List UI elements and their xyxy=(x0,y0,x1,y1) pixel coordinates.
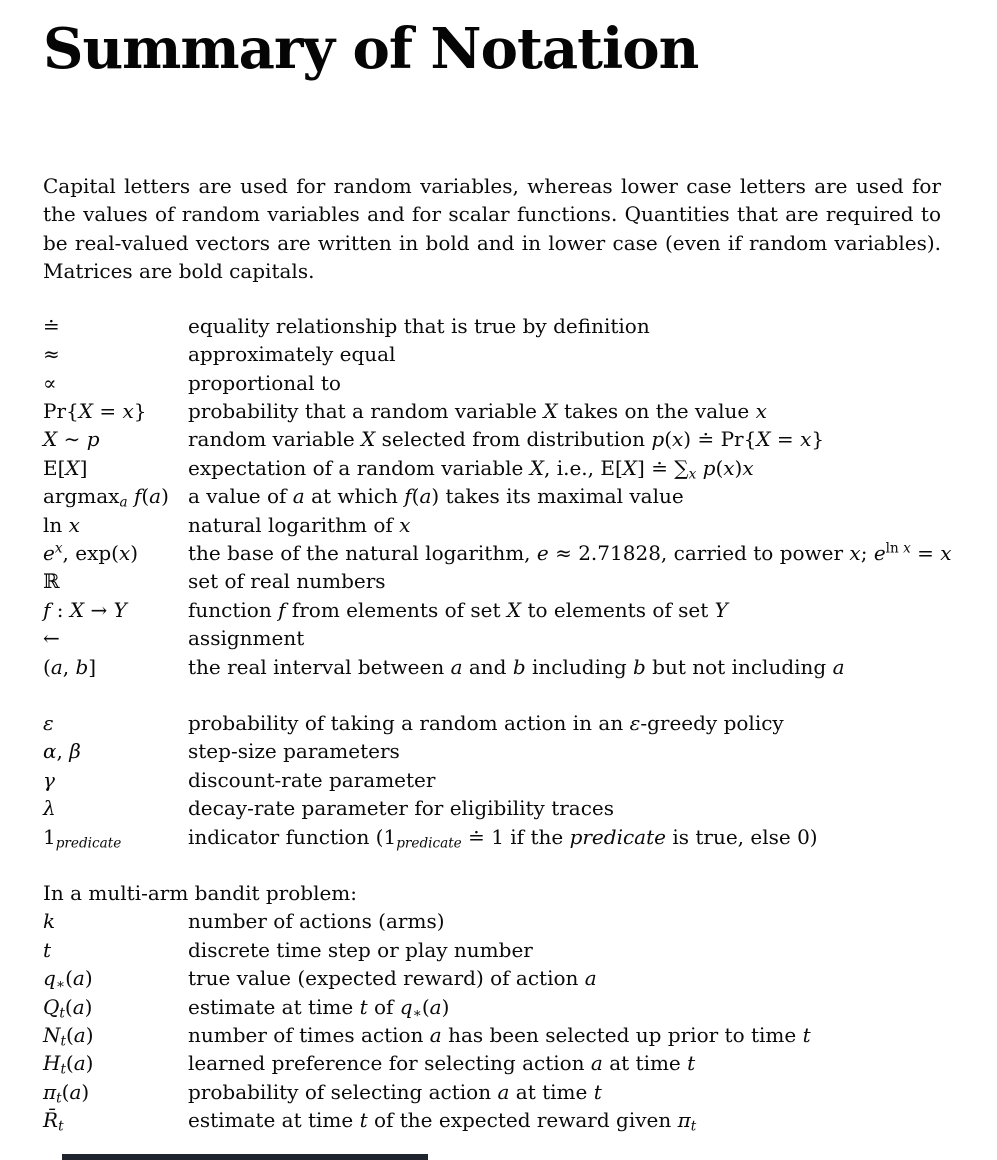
notation-row xyxy=(43,823,957,851)
notation-row xyxy=(43,567,957,595)
notation-row xyxy=(43,653,957,681)
notation-symbol: $H_t(a)$ xyxy=(43,1051,94,1078)
notation-symbol: $Q_t(a)$ xyxy=(43,994,93,1022)
notation-symbol: $R̄_t$ xyxy=(43,1108,64,1135)
notation-description: assignment xyxy=(188,626,305,651)
notation-description: probability that a random variable X takes on the value x xyxy=(188,398,767,423)
notation-symbol: λ xyxy=(43,796,56,821)
notation-description: set of real numbers xyxy=(188,569,386,594)
notation-description: number of times action a has been selected up prior to time t xyxy=(188,1023,811,1048)
notation-symbol: $q_∗(a)$ xyxy=(43,966,93,993)
notation-description: random variable X selected from distribution p(x) ≐ Pr{X = x} xyxy=(188,427,825,452)
notation-description: approximately equal xyxy=(188,342,396,367)
notation-description: true value (expected reward) of action a xyxy=(188,966,597,991)
page-title: Summary of Notation xyxy=(43,16,699,82)
notation-description: the base of the natural logarithm, e ≈ 2.71828, carried to power x; $e^{ln x} = x$ xyxy=(188,540,952,565)
intro-paragraph: Capital letters are used for random variables, whereas lower case letters are used for the values of random variables and for scalar functions. Quantities that are required to be real-valued vectors are written in bold and in lower case (even if random variables). Matrices are bold capitals. xyxy=(43,174,941,284)
notation-description: equality relationship that is true by definition xyxy=(188,313,650,338)
notation-row xyxy=(43,511,957,539)
notation-description: decay-rate parameter for eligibility traces xyxy=(188,796,615,821)
notation-symbol: k xyxy=(43,909,56,934)
notation-symbol: X ∼ p xyxy=(43,427,100,452)
notation-symbol: γ xyxy=(43,767,55,792)
notation-section xyxy=(43,879,957,1135)
notation-row xyxy=(43,624,957,652)
notation-row xyxy=(43,369,957,397)
notation-row xyxy=(43,1078,957,1106)
notation-symbol: ≐ xyxy=(43,313,60,338)
notation-row xyxy=(43,596,957,624)
notation-description: the real interval between a and b including b but not including a xyxy=(188,654,845,679)
notation-description: step-size parameters xyxy=(188,739,400,764)
notation-symbol: ln x xyxy=(43,512,80,537)
notation-description: a value of a at which f(a) takes its maximal value xyxy=(188,484,684,509)
notation-row xyxy=(43,312,957,340)
notation-symbol: (a, b] xyxy=(43,654,97,679)
notation-symbol: t xyxy=(43,937,52,962)
notation-symbol: f : X → Y xyxy=(43,597,127,622)
notation-row xyxy=(43,794,957,822)
notation-description: discount-rate parameter xyxy=(188,767,436,792)
notation-symbol: argmax$_a$ f(a) xyxy=(43,484,169,511)
notation-row xyxy=(43,907,957,935)
notation-symbol: $\pi_t(a)$ xyxy=(43,1079,90,1107)
notation-row xyxy=(43,454,957,482)
notation-symbol: ε xyxy=(43,710,54,735)
notation-row xyxy=(43,709,957,737)
notation-symbol: Pr{X = x} xyxy=(43,398,147,423)
notation-row xyxy=(43,1106,957,1134)
notation-page xyxy=(0,16,997,1135)
notation-symbol: ≈ xyxy=(43,342,60,367)
notation-row xyxy=(43,482,957,510)
notation-description: discrete time step or play number xyxy=(188,937,533,962)
notation-symbol: E[X] xyxy=(43,455,88,480)
notation-row xyxy=(43,340,957,368)
notation-sections xyxy=(43,312,957,1135)
notation-section xyxy=(43,312,957,681)
notation-symbol: ← xyxy=(43,626,60,651)
notation-row xyxy=(43,1049,957,1077)
section-heading: In a multi-arm bandit problem: xyxy=(43,881,358,906)
notation-description: function f from elements of set X to elements of set Y xyxy=(188,597,728,622)
notation-row xyxy=(43,425,957,453)
notation-description: number of actions (arms) xyxy=(188,909,445,934)
notation-description: indicator function ($1_{predicate}$ ≐ 1 if the predicate is true, else 0) xyxy=(188,824,818,851)
notation-row xyxy=(43,539,957,567)
notation-description: estimate at time t of $q_∗(a)$ xyxy=(188,994,450,1022)
notation-description: natural logarithm of x xyxy=(188,512,411,537)
notation-symbol: α, β xyxy=(43,739,81,764)
notation-description: proportional to xyxy=(188,370,341,395)
notation-symbol: $1_{predicate}$ xyxy=(43,824,122,851)
notation-description: probability of taking a random action in an ε-greedy policy xyxy=(188,710,784,735)
notation-row xyxy=(43,397,957,425)
notation-section xyxy=(43,709,957,851)
notation-symbol: $N_t(a)$ xyxy=(43,1023,94,1050)
notation-row xyxy=(43,766,957,794)
notation-symbol: ℝ xyxy=(43,569,60,594)
notation-row xyxy=(43,737,957,765)
notation-row xyxy=(43,936,957,964)
notation-description: expectation of a random variable X, i.e., E[X] ≐ $\sum_x$ p(x)x xyxy=(188,455,754,483)
notation-description: estimate at time t of the expected reward given $\pi_t$ xyxy=(188,1108,697,1135)
notation-symbol: $e^x$, exp(x) xyxy=(43,540,139,565)
notation-row xyxy=(43,993,957,1021)
notation-description: probability of selecting action a at time t xyxy=(188,1079,602,1104)
notation-row xyxy=(43,1021,957,1049)
notation-row xyxy=(43,964,957,992)
notation-description: learned preference for selecting action a at time t xyxy=(188,1051,696,1076)
cutoff-next-content-bar xyxy=(62,1154,428,1160)
notation-symbol: ∝ xyxy=(43,370,57,395)
